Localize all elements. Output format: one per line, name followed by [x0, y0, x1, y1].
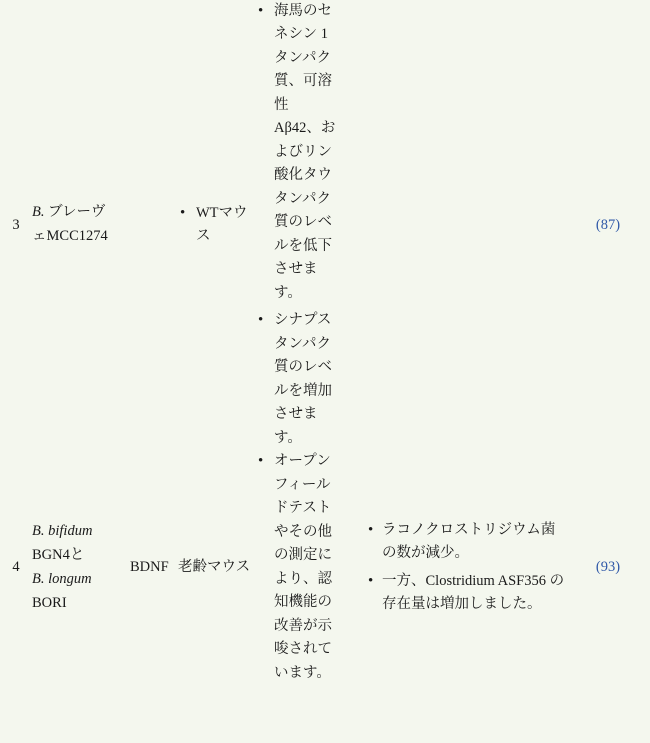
microbiota-bullet-list — [366, 519, 566, 617]
list-item: • 海馬のセネシン 1 タンパク質、可溶性 Aβ42、およびリン酸化タウタンパク質のレベルを低下させます。 — [256, 0, 336, 305]
reference-cell — [566, 450, 650, 685]
strain-cell — [32, 0, 130, 450]
reference-link[interactable]: (87) — [595, 216, 621, 233]
model-bullet-list — [178, 202, 256, 249]
effects-cell — [256, 450, 366, 685]
strain-line-3 — [32, 568, 130, 592]
strain-line-1 — [32, 520, 130, 544]
list-item: • WTマウス — [178, 202, 256, 249]
strain-line-1 — [32, 201, 130, 225]
marker-cell — [130, 450, 178, 685]
strain-genus: B. — [32, 204, 49, 221]
row-number-cell — [0, 0, 32, 450]
row-number: 4 — [12, 559, 20, 576]
effects-bullet-list — [256, 450, 366, 685]
model-cell — [178, 450, 256, 685]
strain-genus-species: B. bifidum — [32, 522, 93, 539]
effects-cell — [256, 0, 366, 450]
reference-link[interactable]: (93) — [595, 559, 621, 576]
reference-cell — [566, 0, 650, 450]
effects-bullet-list — [256, 0, 366, 450]
model-cell — [178, 0, 256, 450]
row-number: 3 — [12, 216, 20, 233]
marker-value: BDNF — [130, 559, 169, 576]
strain-line-4: BORI — [32, 594, 67, 611]
strain-species: ブレーヴ — [48, 204, 106, 221]
strain-line-2: ェMCC1274 — [32, 228, 108, 245]
table-row — [0, 450, 650, 685]
marker-cell — [130, 0, 178, 450]
row-number-cell — [0, 450, 32, 685]
strain-line-2: BGN4と — [32, 546, 85, 563]
microbiota-cell — [366, 450, 566, 685]
strain-genus-species-2: B. longum — [32, 570, 92, 587]
list-item: • オープンフィールドテストやその他の測定により、認知機能の改善が示唆されています。 — [256, 450, 336, 685]
model-value: 老齢マウス — [178, 559, 251, 576]
list-item: • シナプスタンパク質のレベルを増加させます。 — [256, 309, 336, 450]
microbiota-cell — [366, 0, 566, 450]
list-item: • ラコノクロストリジウム菌の数が減少。 — [366, 519, 566, 566]
strain-cell — [32, 450, 130, 685]
list-item: • 一方、Clostridium ASF356 の存在量は増加しました。 — [366, 570, 566, 617]
